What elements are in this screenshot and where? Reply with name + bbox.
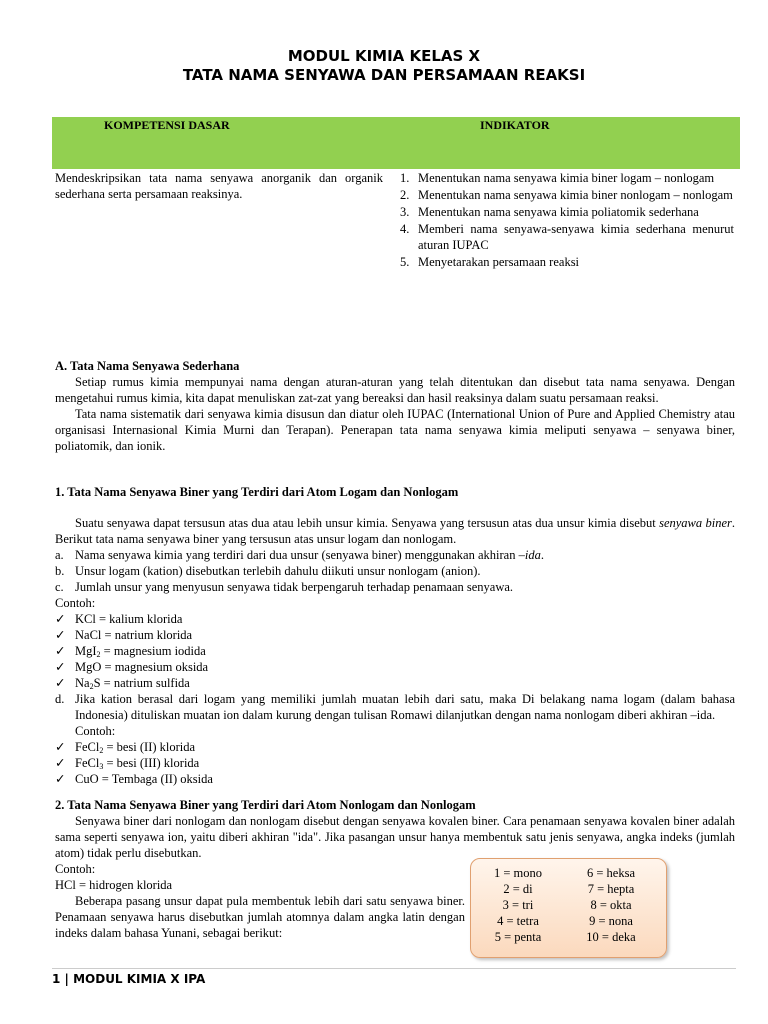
contoh-label: Contoh: bbox=[55, 862, 96, 876]
check-icon: ✓ bbox=[55, 660, 66, 674]
check-icon: ✓ bbox=[55, 740, 66, 754]
subsection-2-paragraph-1: Senyawa biner dari nonlogam dan nonlogam disebut dengan senyawa kovalen biner. Cara penamaan senyawa kovalen biner adalah sama seperti senyawa ion, yaitu diberi akhiran "ida". Jika pasangan unsur hanya membentuk satu jenis senyawa, angka indeks (jumlah atom) tidak perlu disebutkan. bbox=[55, 814, 735, 860]
indikator-header: INDIKATOR bbox=[480, 118, 550, 132]
example-item: ✓ CuO = Tembaga (II) oksida bbox=[55, 772, 213, 786]
section-a-paragraph-1: Setiap rumus kimia mempunyai nama dengan aturan-aturan yang telah ditentukan dan disebut tata nama senyawa. Dengan mengetahui rumus kimia, kita dapat menuliskan zat-zat yang bereaksi dan hasil reaksinya dalam suatu persamaan reaksi. bbox=[55, 375, 735, 405]
check-icon: ✓ bbox=[55, 644, 66, 658]
subsection-1-body bbox=[55, 515, 735, 787]
check-icon: ✓ bbox=[55, 676, 66, 690]
hcl-example: HCl = hidrogen klorida bbox=[55, 878, 173, 892]
indikator-list bbox=[400, 170, 734, 271]
contoh-d-label: Contoh: bbox=[75, 724, 116, 738]
contoh-label: Contoh: bbox=[55, 596, 96, 610]
example-item: ✓ MgI$_2$ = magnesium iodida bbox=[55, 644, 206, 659]
section-a-paragraph-2: Tata nama sistematik dari senyawa kimia disusun dan diatur oleh IUPAC (International Union of Pure and Applied Chemistry atau organisasi Internasional Kimia Murni dan Terapan). Penerapan tata nama senyawa kimia meliputi senyawa – senyawa biner, poliatomik, dan ionik. bbox=[55, 407, 735, 453]
section-a bbox=[55, 358, 735, 454]
document-title: MODUL KIMIA KELAS X bbox=[287, 47, 481, 65]
indikator-item: 3. Menentukan nama senyawa kimia poliatomik sederhana bbox=[400, 205, 699, 219]
example-item: ✓ NaCl = natrium klorida bbox=[55, 628, 193, 642]
rule-c: c. Jumlah unsur yang menyusun senyawa tidak berpengaruh terhadap penamaan senyawa. bbox=[55, 580, 514, 594]
example-item: ✓ FeCl$_2$ = besi (II) klorida bbox=[55, 740, 196, 755]
check-icon: ✓ bbox=[55, 756, 66, 770]
page-footer: 1 | MODUL KIMIA X IPA bbox=[52, 972, 206, 986]
kompetensi-header: KOMPETENSI DASAR bbox=[104, 118, 230, 132]
subsection-1-intro: Suatu senyawa dapat tersusun atas dua atau lebih unsur kimia. Senyawa yang tersusun atas dua unsur kimia disebut senyawa biner. Berikut tata nama senyawa biner yang tersusun atas unsur logam dan nonlogam. bbox=[55, 516, 736, 546]
example-item: ✓ $Na_2S$ = natrium sulfida bbox=[55, 676, 190, 691]
rule-b: b. Unsur logam (kation) disebutkan terlebih dahulu diikuti unsur nonlogam (anion). bbox=[55, 564, 481, 578]
footer-divider bbox=[52, 968, 736, 969]
section-a-heading: A. Tata Nama Senyawa Sederhana bbox=[55, 359, 240, 373]
subsection-2-heading: 2. Tata Nama Senyawa Biner yang Terdiri dari Atom Nonlogam dan Nonlogam bbox=[55, 798, 476, 812]
check-icon: ✓ bbox=[55, 612, 66, 626]
greek-prefix-box: 1 = mono 6 = heksa 2 = di 7 = hepta 3 = tri 8 = okta 4 = tetra 9 = nona 5 = penta 10 = deka bbox=[470, 858, 667, 958]
rule-d: d. Jika kation berasal dari logam yang memiliki jumlah muatan lebih dari satu, maka Di belakang nama logam (dalam bahasa Indonesia) dituliskan muatan ion dalam kurung dengan tulisan Romawi dilanjutkan dengan nama nonlogam diberi akhiran –ida. bbox=[55, 692, 735, 722]
rule-a: a. Nama senyawa kimia yang terdiri dari dua unsur (senyawa biner) menggunakan akhiran –ida. bbox=[55, 548, 544, 562]
document-subtitle: TATA NAMA SENYAWA DAN PERSAMAAN REAKSI bbox=[182, 66, 586, 84]
example-item: ✓ MgO = magnesium oksida bbox=[55, 660, 209, 674]
subsection-1-heading: 1. Tata Nama Senyawa Biner yang Terdiri dari Atom Logam dan Nonlogam bbox=[55, 485, 459, 499]
kd-table-header bbox=[52, 117, 740, 169]
indikator-item: 1. Menentukan nama senyawa kimia biner logam – nonlogam bbox=[400, 171, 715, 185]
indikator-item: 5. Menyetarakan persamaan reaksi bbox=[400, 255, 580, 269]
subsection-2-paragraph-2: Beberapa pasang unsur dapat pula membentuk lebih dari satu senyawa biner. Penamaan senyawa harus disebutkan jumlah atomnya dalam angka latin dengan indeks dalam bahasa Yunani, sebagai berikut: bbox=[55, 894, 465, 940]
kompetensi-text: Mendeskripsikan tata nama senyawa anorganik dan organik sederhana serta persamaan reaksinya. bbox=[55, 171, 383, 201]
indikator-item: 2. Menentukan nama senyawa kimia biner nonlogam – nonlogam bbox=[400, 188, 733, 202]
check-icon: ✓ bbox=[55, 628, 66, 642]
example-item: ✓ KCl = kalium klorida bbox=[55, 612, 183, 626]
example-item: ✓ FeCl$_3$ = besi (III) klorida bbox=[55, 756, 200, 771]
check-icon: ✓ bbox=[55, 772, 66, 786]
indikator-item: 4. Memberi nama senyawa-senyawa kimia sederhana menurut aturan IUPAC bbox=[400, 222, 734, 252]
